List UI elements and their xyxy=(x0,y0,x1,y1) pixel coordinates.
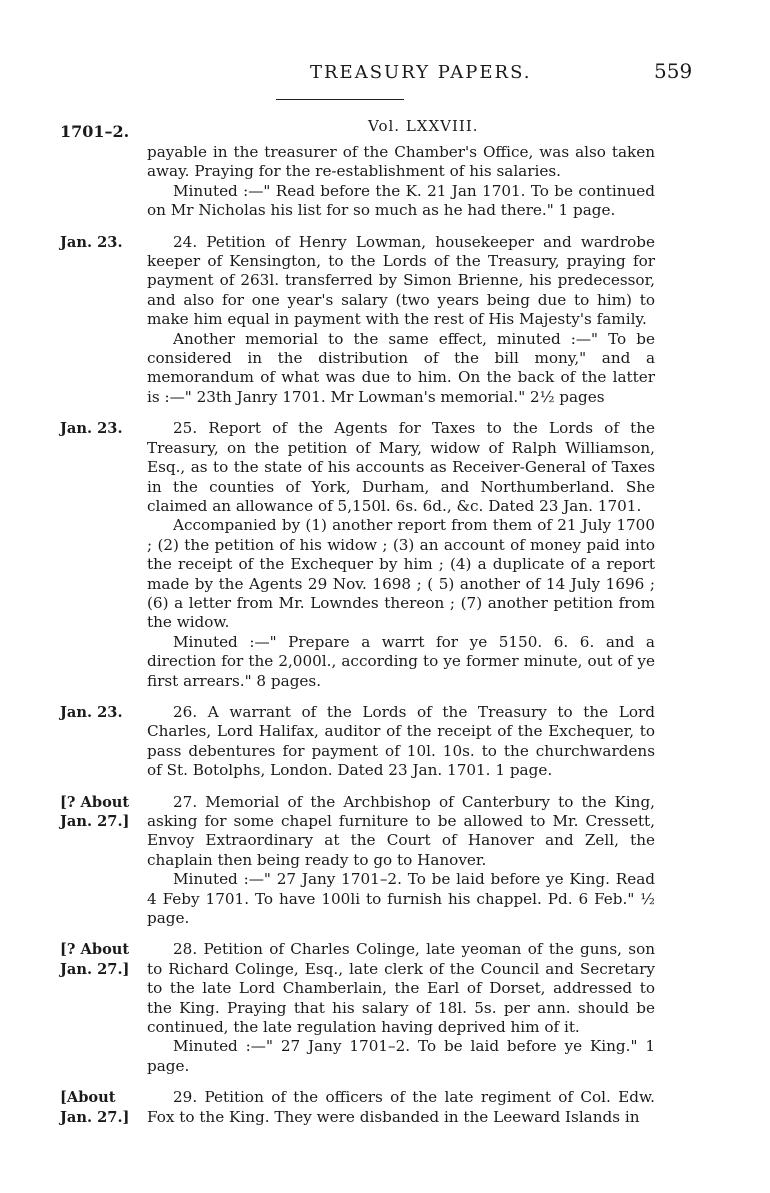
entry-date-line: Jan. 27.] xyxy=(60,960,130,978)
entry xyxy=(60,1088,655,1127)
entry-paragraph: 24. Petition of Henry Lowman, housekeeper and wardrobe keeper of Kensington, to the Lords of the Treasury, praying for payment of 263l. transferred by Simon Brienne, his predecessor, and also for one year's salary (two years being due to him) to make him equal in payment with the rest of His Majesty's family. xyxy=(147,232,655,329)
entry-date xyxy=(60,940,140,979)
entry-date-line: [? About xyxy=(60,941,130,959)
entry-date xyxy=(60,793,140,832)
header-rule xyxy=(276,99,404,100)
entry xyxy=(60,419,655,691)
entry-paragraph: 26. A warrant of the Lords of the Treasury to the Lord Charles, Lord Halifax, auditor of the receipt of the Exchequer, to pass debentures for payment of 10l. 10s. to the churchwardens of St. Botolphs, London. Dated 23 Jan. 1701. 1 page. xyxy=(147,702,655,780)
entry-paragraph: Minuted :—" 27 Jany 1701–2. To be laid before ye King. Read 4 Feby 1701. To have 100li to furnish his chappel. Pd. 6 Feb." ½ page. xyxy=(147,870,655,928)
entry-date-line: Jan. 23. xyxy=(60,420,123,438)
entry-paragraph: 27. Memorial of the Archbishop of Canterbury to the King, asking for some chapel furniture to be allowed to Mr. Cressett, Envoy Extraordinary at the Court of Hanover and Zell, the chaplain then being ready to go to Hanover. xyxy=(147,792,655,869)
entry-date-line: Jan. 23. xyxy=(60,233,123,251)
entry-date xyxy=(60,1088,140,1127)
year-marginal: 1701–2. xyxy=(60,122,130,141)
entry-date-line: Jan. 27.] xyxy=(60,1108,130,1126)
entry-paragraph: Accompanied by (1) another report from them of 21 July 1700 ; (2) the petition of his widow ; (3) an account of money paid into the receipt of the Exchequer by him ; (4) a duplicate of a report made by the Agents 29 Nov. 1698 ; ( 5) another of 14 July 1696 ; (6) a letter from Mr. Lowndes thereon ; (7) another petition from the widow. xyxy=(147,516,655,632)
entry xyxy=(60,702,655,781)
entry-date-line: Jan. 27.] xyxy=(60,813,130,830)
entry-date-line: Jan. 23. xyxy=(60,703,123,721)
entry xyxy=(60,232,655,408)
entry-date-line: [? About xyxy=(60,793,130,811)
entry-paragraph: 28. Petition of Charles Colinge, late yeoman of the guns, son to Richard Colinge, Esq., late clerk of the Council and Secretary to the late Lord Chamberlain, the Earl of Dorset, addressed to the King. Praying that his salary of 18l. 5s. per ann. should be continued, the late regulation having deprived him of it. xyxy=(147,940,655,1037)
entry-paragraph: Another memorial to the same effect, minuted :—" To be considered in the distribution of the bill mony," and a memorandum of what was due to him. On the back of the latter is :—" 23th Janry 1701. Mr Lowman's memorial." 2½ pages xyxy=(147,329,655,406)
entry-date xyxy=(60,419,140,438)
entry-paragraph: Minuted :—" Read before the K. 21 Jan 1701. To be continued on Mr Nicholas his list for so much as he had there." 1 page. xyxy=(147,181,655,220)
entry-date xyxy=(60,233,140,252)
entry xyxy=(60,940,655,1076)
entry xyxy=(60,792,655,929)
header-title: TREASURY PAPERS. xyxy=(310,62,532,83)
entry-paragraph: 29. Petition of the officers of the late regiment of Col. Edw. Fox to the King. They were disbanded in the Leeward Islands in xyxy=(147,1088,655,1126)
entry-paragraph: payable in the treasurer of the Chamber's Office, was also taken away. Praying for the re-establishment of his salaries. xyxy=(147,143,655,181)
entry xyxy=(147,143,655,221)
entry-paragraph: Minuted :—" 27 Jany 1701–2. To be laid before ye King." 1 page. xyxy=(147,1037,655,1075)
entry-paragraph: 25. Report of the Agents for Taxes to the Lords of the Treasury, on the petition of Mary, widow of Ralph Williamson, Esq., as to the state of his accounts as Receiver-General of Taxes in the counties of York, Durham, and Northumberland. She claimed an allowance of 5,150l. 6s. 6d., &c. Dated 23 Jan. 1701. xyxy=(147,419,655,515)
volume-heading: Vol. LXXVIII. xyxy=(368,117,479,135)
entry-date xyxy=(60,703,140,722)
entry-paragraph: Minuted :—" Prepare a warrt for ye 5150. 6. 6. and a direction for the 2,000l., according to ye former minute, out of ye first arrears." 8 pages. xyxy=(147,632,655,690)
entry-date-line: [About xyxy=(60,1089,116,1107)
page-number: 559 xyxy=(654,59,693,83)
document-body xyxy=(60,143,655,1139)
